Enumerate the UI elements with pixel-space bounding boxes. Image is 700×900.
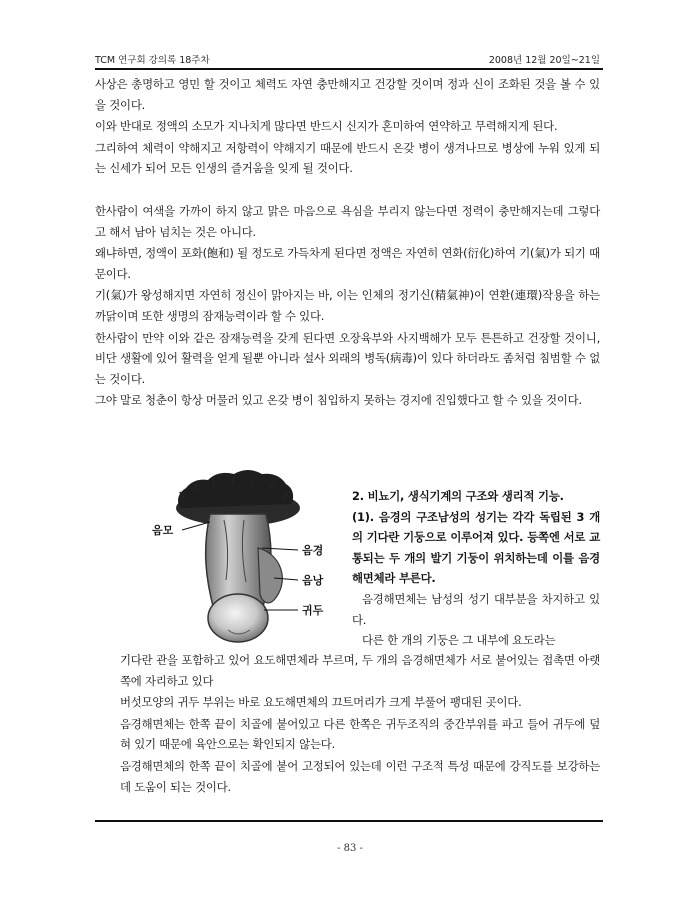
label-glans: 귀두 <box>302 604 324 617</box>
paragraph: 버섯모양의 귀두 부위는 바로 요도해면체의 끄트머리가 크게 부풀어 팽대된 곳이다. <box>120 695 522 710</box>
page-number: - 83 - <box>337 843 363 854</box>
paragraph: 한사람이 만약 이와 같은 잠재능력을 갖게 된다면 오장육부와 사지백해가 모두 튼튼하고 건장할 것이니, 비단 생활에 있어 활력을 얻게 될뿐 아니라 설사 외래의 병독(病毒)이 있다 하더라도 좀처럼 침범할 수 없는 것이다. <box>95 330 600 386</box>
paragraph-spacer <box>95 180 600 200</box>
paragraph: 그리하여 체력이 약해지고 저항력이 약해지기 때문에 반드시 온갖 병이 생겨나므로 병상에 누워 있게 되는 신세가 되어 모든 인생의 즐거움을 잊게 될 것이다. <box>95 140 600 176</box>
paragraph: 한사람이 여색을 가까이 하지 않고 맑은 마음으로 욕심을 부리지 않는다면 정력이 충만해지는데 그렇다고 해서 남아 넘치는 것은 아니다. <box>95 203 600 239</box>
label-shaft: 음경 <box>302 544 324 557</box>
paragraph: 음경해면체의 한쪽 끝이 치골에 붙어 고정되어 있는데 이런 구조적 특성 때문에 강직도를 보강하는데 도움이 되는 것이다. <box>120 758 600 794</box>
paragraph: 음경해면체는 한쪽 끝이 치골에 붙어있고 다른 한쪽은 귀두조직의 중간부위를 파고 들어 귀두에 덮혀 있기 때문에 육안으로는 확인되지 않는다. <box>120 716 600 752</box>
anatomy-figure <box>140 470 340 650</box>
footer-divider <box>95 820 603 822</box>
section-paragraph: 음경해면체는 남성의 성기 대부분을 차지하고 있다. <box>352 591 600 627</box>
header-divider <box>95 68 603 70</box>
paragraph: 이와 반대로 정액의 소모가 지나치게 많다면 반드시 신지가 혼미하여 연약하고 무력해지게 된다. <box>95 119 558 134</box>
section-subheading: (1). 음경의 구조남성의 성기는 각각 독립된 3 개의 기다란 기둥으로 이루어져 있다. 등쪽엔 서로 교통되는 두 개의 발기 기둥이 위치하는데 이를 음경해면체라 부른다. <box>352 509 600 586</box>
page-header <box>95 48 600 68</box>
paragraph: 그야 말로 청춘이 항상 머물러 있고 온갖 병이 침입하지 못하는 경지에 진입했다고 할 수 있을 것이다. <box>95 393 582 408</box>
paragraph: 사상은 총명하고 영민 할 것이고 체력도 자연 충만해지고 건강할 것이며 정과 신이 조화된 것을 볼 수 있을 것이다. <box>95 77 600 112</box>
label-scrotum: 음낭 <box>302 574 324 587</box>
scrotum-shape <box>258 548 282 603</box>
body-text <box>95 74 600 412</box>
label-pubic-hair: 음모 <box>152 524 174 537</box>
section-paragraph-start: 다른 한 개의 기둥은 그 내부에 요도라는 <box>362 633 556 648</box>
glans-shape <box>208 594 268 642</box>
header-title: TCM 연구회 강의록 18주차 <box>95 55 210 66</box>
paragraph: 왜냐하면, 정액이 포화(飽和) 될 정도로 가득차게 된다면 정액은 자연히 연화(衍化)하여 기(氣)가 되기 때문이다. <box>95 246 600 281</box>
paragraph: 기다란 관을 포함하고 있어 요도해면체라 부르며, 두 개의 음경해면체가 서로 붙어있는 접촉면 아랫쪽에 자리하고 있다 <box>120 653 600 688</box>
paragraph: 기(氣)가 왕성해지면 자연히 정신이 맑아지는 바, 이는 인체의 정기신(精氣神)이 연환(連環)작용을 하는 까닭이며 또한 생명의 잠재능력이라 할 수 있다. <box>95 288 600 323</box>
section-text <box>352 486 600 651</box>
section-heading: 2. 비뇨기, 생식기계의 구조와 생리적 기능. <box>352 489 564 503</box>
header-date: 2008년 12월 20일~21일 <box>488 55 600 66</box>
penis-illustration <box>140 470 340 650</box>
lower-body-text <box>120 650 600 798</box>
